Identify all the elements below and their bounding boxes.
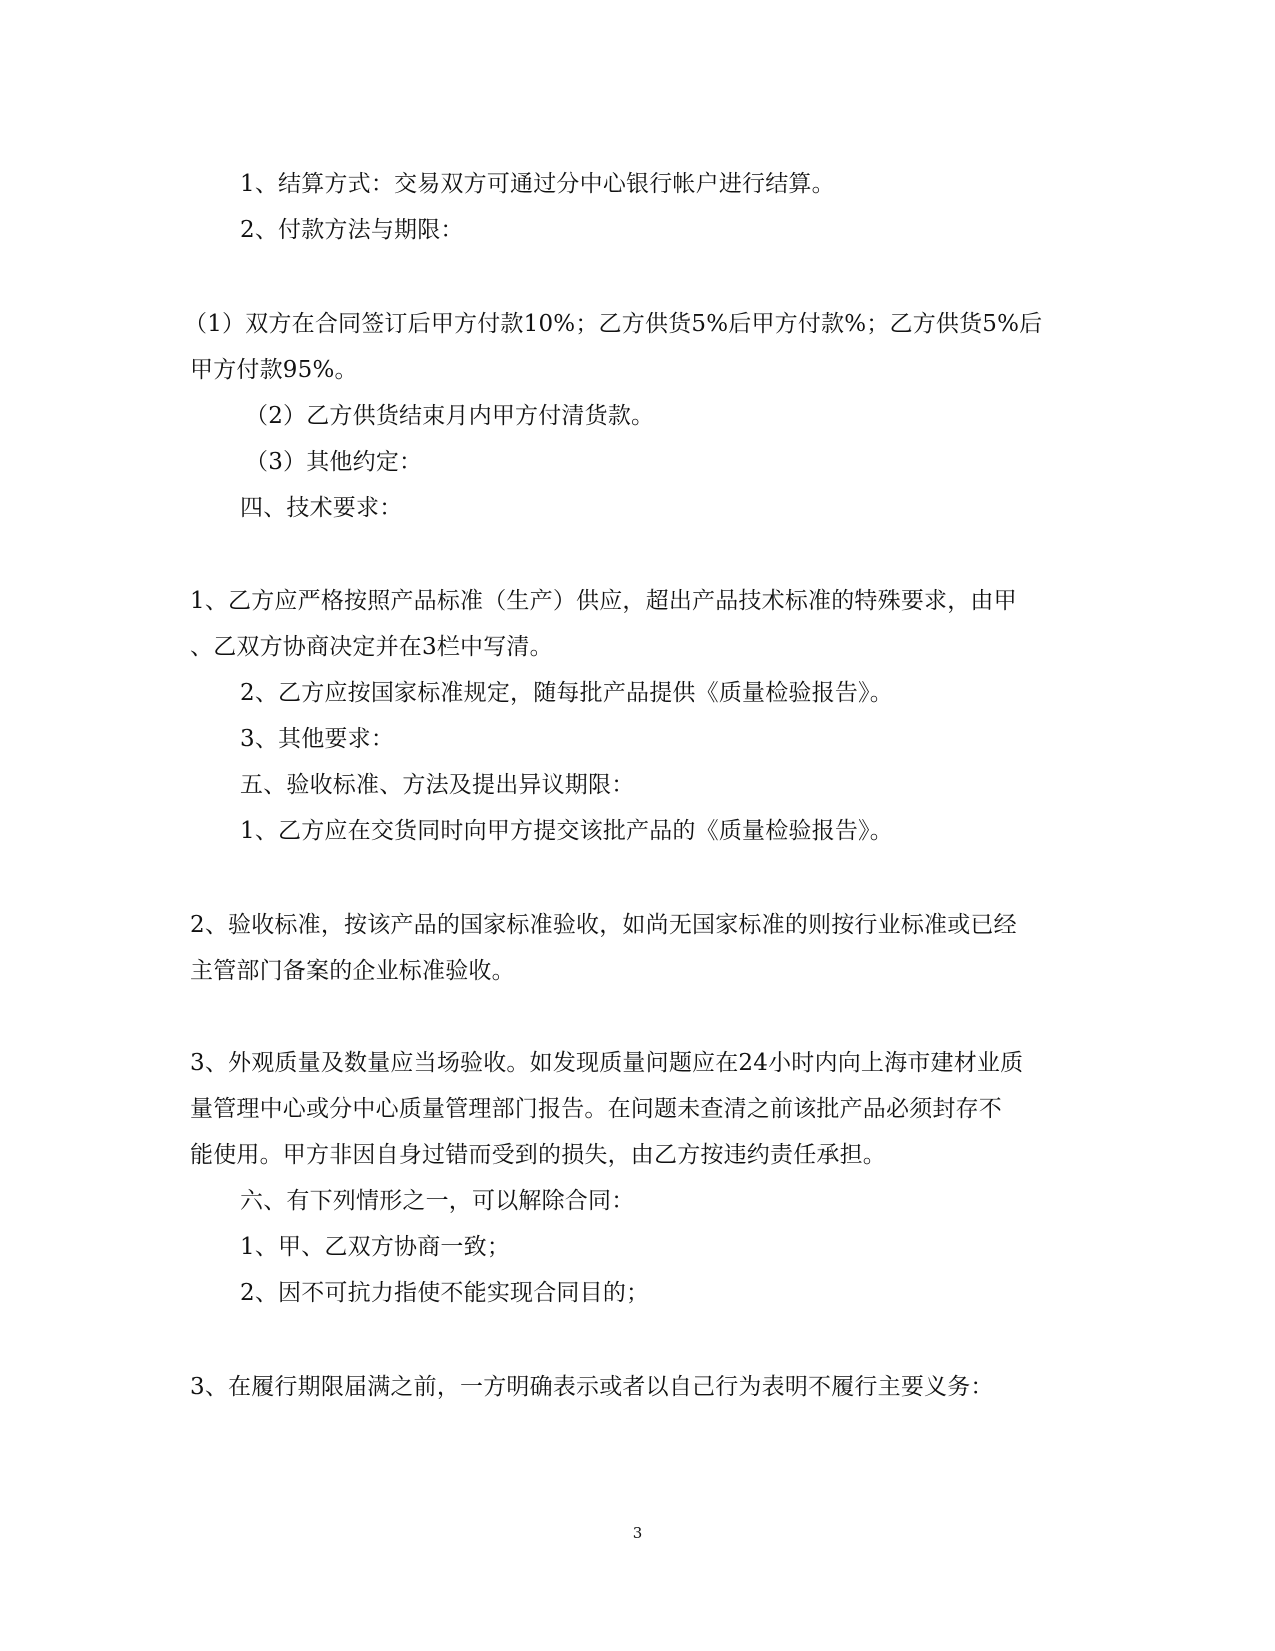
text-line: 2、验收标准，按该产品的国家标准验收，如尚无国家标准的则按行业标准或已经 bbox=[190, 912, 1017, 938]
text-line: 2、乙方应按国家标准规定，随每批产品提供《质量检验报告》。 bbox=[240, 680, 893, 706]
text-line: （2）乙方供货结束月内甲方付清货款。 bbox=[245, 403, 655, 429]
section-heading: 六、有下列情形之一，可以解除合同： bbox=[240, 1188, 635, 1214]
text-line: 2、因不可抗力指使不能实现合同目的； bbox=[240, 1280, 650, 1306]
text-line: 2、付款方法与期限： bbox=[240, 217, 464, 243]
text-line: 1、乙方应在交货同时向甲方提交该批产品的《质量检验报告》。 bbox=[240, 818, 893, 844]
section-heading: 五、验收标准、方法及提出异议期限： bbox=[240, 772, 635, 798]
text-line: 1、乙方应严格按照产品标准（生产）供应，超出产品技术标准的特殊要求，由甲 bbox=[190, 588, 1017, 614]
section-heading: 四、技术要求： bbox=[240, 495, 403, 521]
text-line: 、乙双方协商决定并在3栏中写清。 bbox=[190, 634, 553, 660]
text-line: 甲方付款95%。 bbox=[190, 357, 358, 383]
text-line: 3、外观质量及数量应当场验收。如发现质量问题应在24小时内向上海市建材业质 bbox=[190, 1050, 1024, 1076]
text-line: （1）双方在合同签订后甲方付款10%；乙方供货5%后甲方付款%；乙方供货5%后 bbox=[184, 311, 1043, 337]
text-line: 1、结算方式：交易双方可通过分中心银行帐户进行结算。 bbox=[240, 171, 835, 197]
text-line: 量管理中心或分中心质量管理部门报告。在问题未查清之前该批产品必须封存不 bbox=[190, 1096, 1002, 1122]
text-line: 3、在履行期限届满之前，一方明确表示或者以自己行为表明不履行主要义务： bbox=[190, 1374, 994, 1400]
text-line: 主管部门备案的企业标准验收。 bbox=[190, 958, 515, 984]
page-number: 3 bbox=[632, 1524, 643, 1542]
text-line: 1、甲、乙双方协商一致； bbox=[240, 1234, 511, 1260]
text-line: （3）其他约定： bbox=[245, 449, 423, 475]
text-line: 3、其他要求： bbox=[240, 726, 395, 752]
text-line: 能使用。甲方非因自身过错而受到的损失，由乙方按违约责任承担。 bbox=[190, 1142, 886, 1168]
